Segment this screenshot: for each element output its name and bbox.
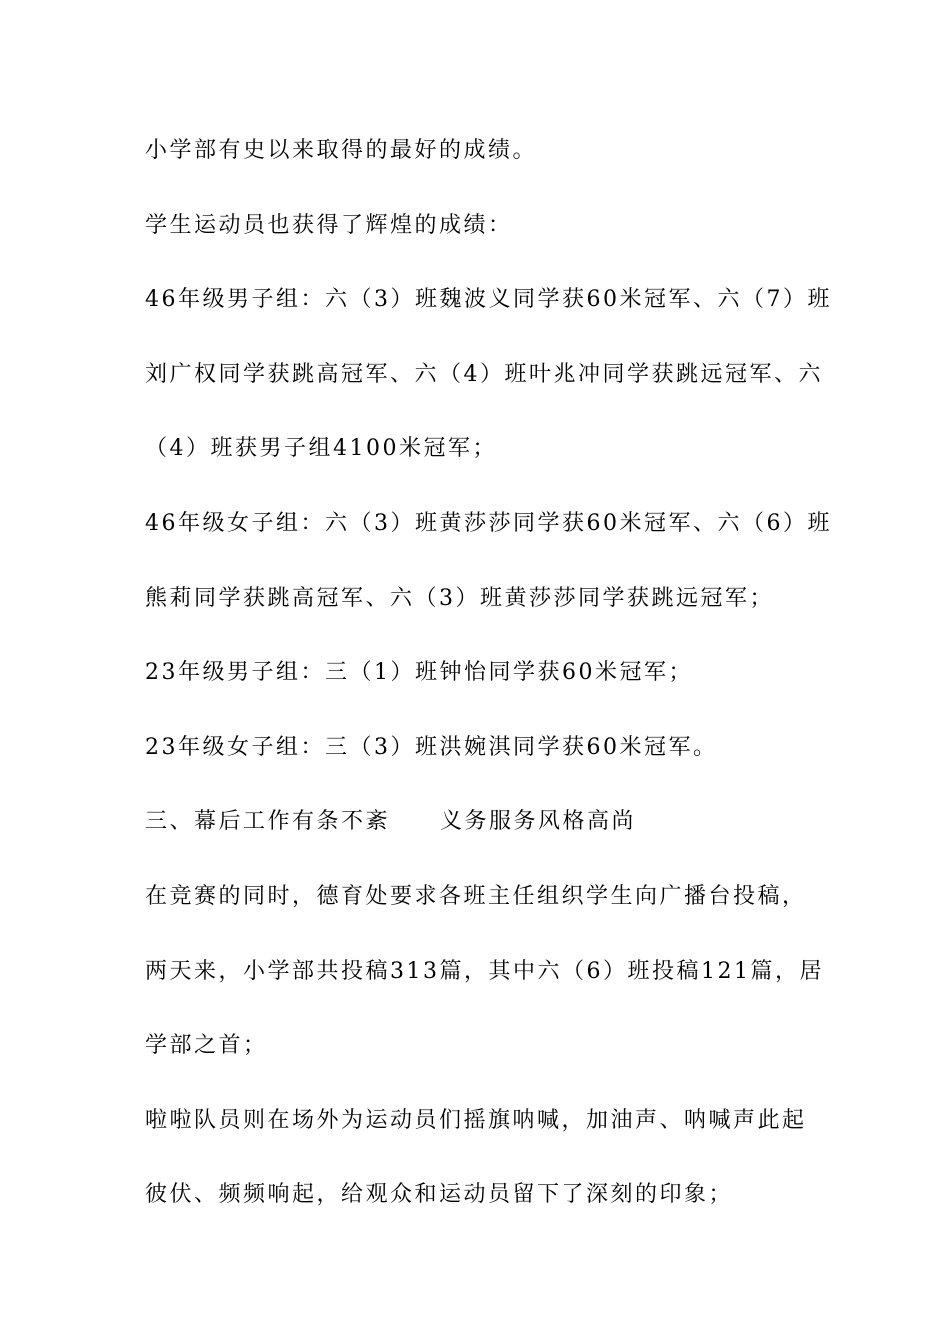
- paragraph-line: 23年级男子组：三（1）班钟怡同学获60米冠军；: [145, 660, 693, 686]
- paragraph-line: 两天来，小学部共投稿313篇，其中六（6）班投稿121篇，居: [145, 958, 824, 984]
- paragraph-line: 在竞赛的同时，德育处要求各班主任组织学生向广播台投稿，: [145, 883, 807, 909]
- paragraph-line: 彼伏、频频响起，给观众和运动员留下了深刻的印象；: [145, 1182, 734, 1208]
- section-heading-part1: 三、幕后工作有条不紊: [145, 809, 391, 835]
- paragraph-line: 46年级男子组：六（3）班魏波义同学获60米冠军、六（7）班: [145, 287, 832, 313]
- paragraph-line: 小学部有史以来取得的最好的成绩。: [145, 138, 538, 163]
- paragraph-line: 23年级女子组：三（3）班洪婉淇同学获60米冠军。: [145, 734, 718, 760]
- paragraph-line: （4）班获男子组4100米冠军；: [145, 436, 497, 462]
- paragraph-line: 啦啦队员则在场外为运动员们摇旗呐喊，加油声、呐喊声此起: [145, 1107, 807, 1133]
- paragraph-line: 46年级女子组：六（3）班黄莎莎同学获60米冠军、六（6）班: [145, 510, 832, 536]
- paragraph-line: 学生运动员也获得了辉煌的成绩：: [145, 212, 513, 238]
- paragraph-line: 熊莉同学获跳高冠军、六（3）班黄莎莎同学获跳远冠军；: [145, 585, 774, 611]
- paragraph-line: 学部之首；: [145, 1033, 268, 1059]
- paragraph-line: 刘广权同学获跳高冠军、六（4）班叶兆冲同学获跳远冠军、六: [145, 361, 823, 387]
- section-heading: [145, 803, 810, 840]
- section-heading-part2: 义务服务风格高尚: [440, 809, 637, 835]
- document-body: [145, 132, 832, 1251]
